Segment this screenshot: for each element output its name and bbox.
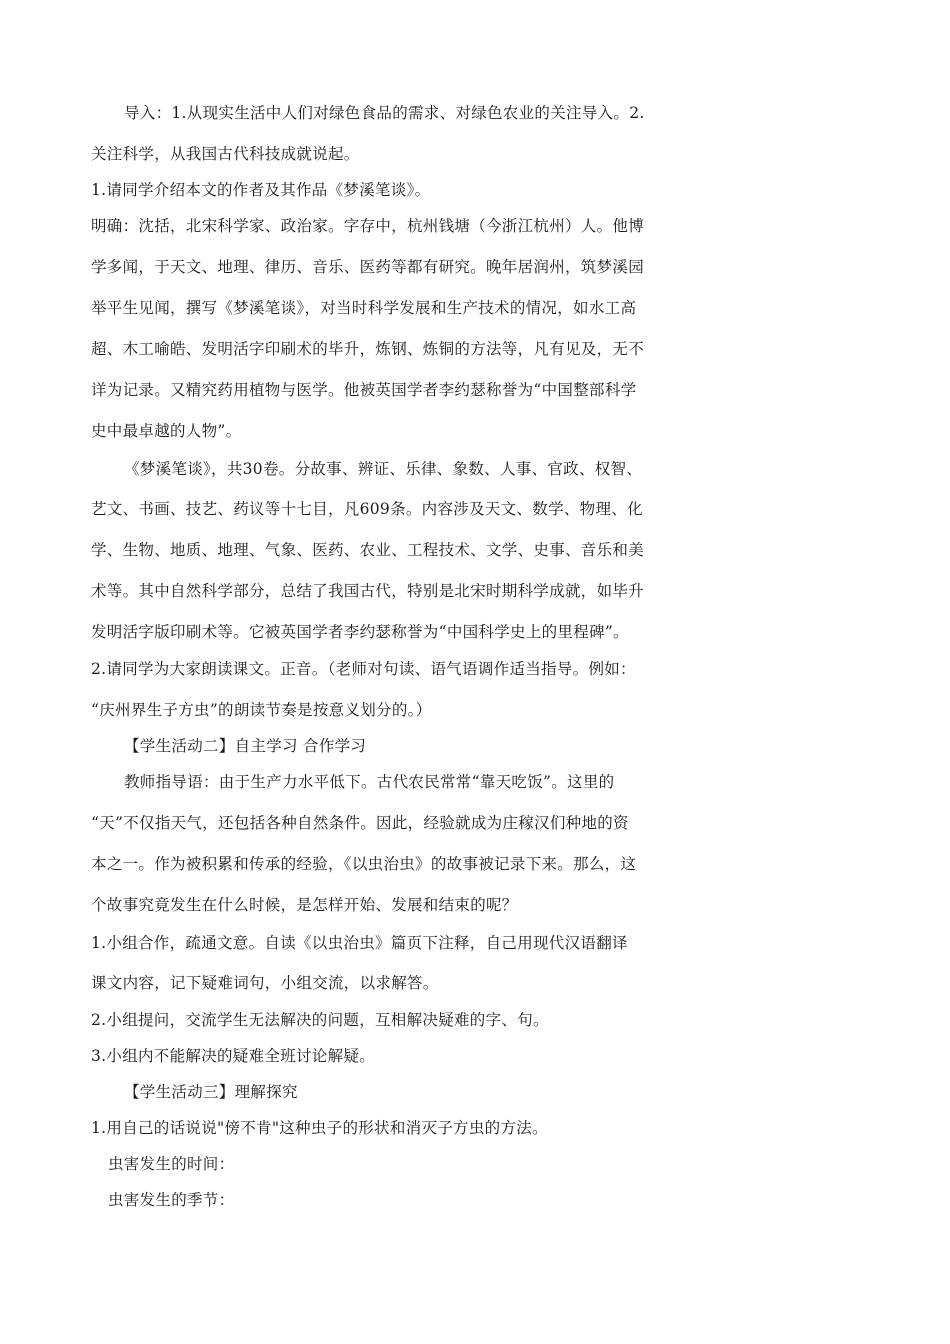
section-heading: 【学生活动三】理解探究 xyxy=(124,1083,298,1101)
section-heading: 【学生活动二】自主学习 合作学习 xyxy=(124,737,367,755)
text-line: 虫害发生的时间： xyxy=(108,1155,235,1173)
text-line: 1.小组合作，疏通文意。自读《以虫治虫》篇页下注释，自己用现代汉语翻译 xyxy=(91,934,628,952)
text-line: 超、木工喻皓、发明活字印刷术的毕升，炼钢、炼铜的方法等，凡有见及，无不 xyxy=(91,340,645,358)
text-line: 个故事究竟发生在什么时候，是怎样开始、发展和结束的呢？ xyxy=(91,896,518,914)
text-line: 教师指导语：由于生产力水平低下。古代农民常常“靠天吃饭”。这里的 xyxy=(124,773,615,791)
text-line: 学、生物、地质、地理、气象、医药、农业、工程技术、文学、史事、音乐和美 xyxy=(91,541,645,559)
text-line: 虫害发生的季节： xyxy=(108,1191,235,1209)
text-line: 《梦溪笔谈》，共30卷。分故事、辨证、乐律、象数、人事、官政、权智、 xyxy=(124,460,643,478)
text-line: 2.小组提问，交流学生无法解决的问题，互相解决疑难的字、句。 xyxy=(91,1011,549,1029)
text-line: 课文内容，记下疑难词句，小组交流，以求解答。 xyxy=(91,974,439,992)
text-line: 发明活字版印刷术等。它被英国学者李约瑟称誉为“中国科学史上的里程碑”。 xyxy=(91,623,629,641)
text-line: 术等。其中自然科学部分，总结了我国古代，特别是北宋时期科学成就，如毕升 xyxy=(91,582,645,600)
text-line: “庆州界生子方虫”的朗读节奏是按意义划分的。） xyxy=(91,701,432,719)
text-line: 举平生见闻，撰写《梦溪笔谈》，对当时科学发展和生产技术的情况，如水工高 xyxy=(91,299,637,317)
text-line: 导入：1.从现实生活中人们对绿色食品的需求、对绿色农业的关注导入。2. xyxy=(124,104,645,122)
text-line: 详为记录。又精究药用植物与医学。他被英国学者李约瑟称誉为“中国整部科学 xyxy=(91,381,637,399)
text-line: 1.用自己的话说说"傍不肯"这种虫子的形状和消灭子方虫的方法。 xyxy=(91,1119,548,1137)
text-line: 1.请同学介绍本文的作者及其作品《梦溪笔谈》。 xyxy=(91,181,431,199)
text-line: 3.小组内不能解决的疑难全班讨论解疑。 xyxy=(91,1047,375,1065)
text-line: “天”不仅指天气，还包括各种自然条件。因此，经验就成为庄稼汉们种地的资 xyxy=(91,814,629,832)
text-line: 2.请同学为大家朗读课文。正音。（老师对句读、语气语调作适当指导。例如： xyxy=(91,660,636,678)
text-line: 本之一。作为被积累和传承的经验，《以虫治虫》的故事被记录下来。那么，这 xyxy=(91,855,637,873)
text-line: 关注科学，从我国古代科技成就说起。 xyxy=(91,145,360,163)
text-line: 学多闻，于天文、地理、律历、音乐、医药等都有研究。晚年居润州，筑梦溪园 xyxy=(91,258,645,276)
text-line: 明确：沈括，北宋科学家、政治家。字存中，杭州钱塘（今浙江杭州）人。他博 xyxy=(91,217,645,235)
text-line: 艺文、书画、技艺、药议等十七目，凡609条。内容涉及天文、数学、物理、化 xyxy=(91,500,643,518)
text-line: 史中最卓越的人物”。 xyxy=(91,422,242,440)
